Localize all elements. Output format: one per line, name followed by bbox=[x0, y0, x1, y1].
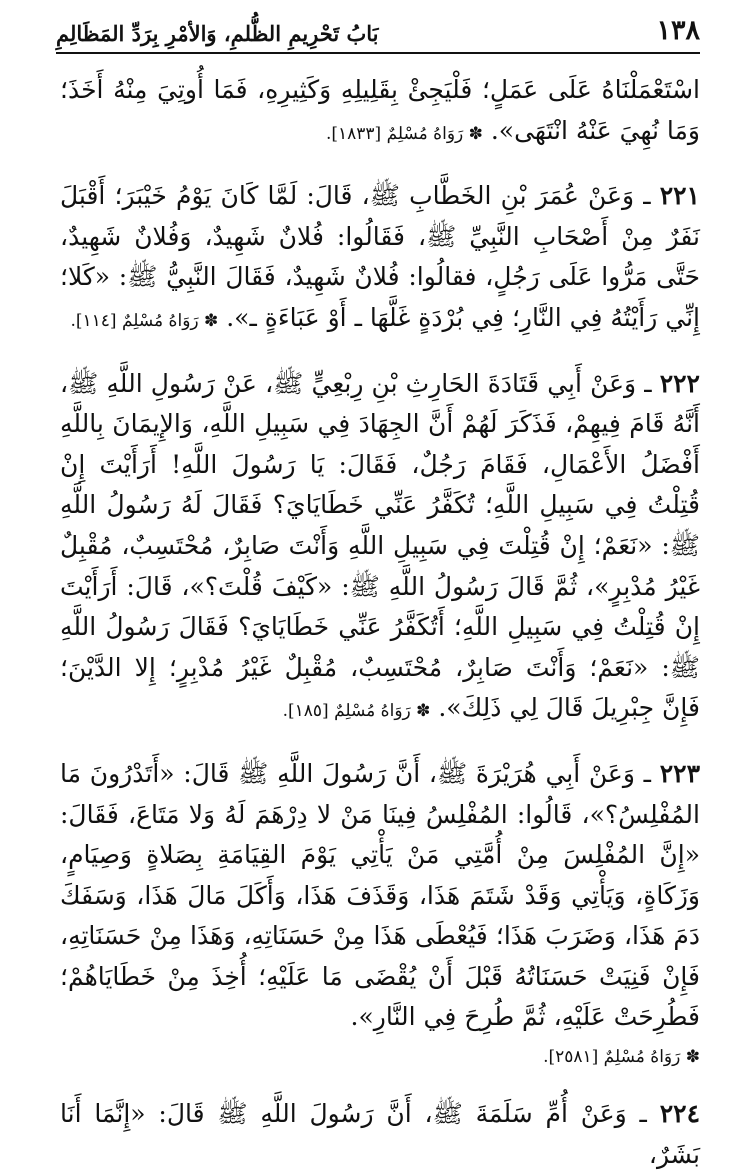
hadith-222 bbox=[60, 364, 700, 732]
hadith-source: ✽ رَوَاهُ مُسْلِمٌ [١٨٥]. bbox=[282, 701, 431, 722]
hadith-source: ✽ رَوَاهُ مُسْلِمٌ [٢٥٨١]. bbox=[543, 1047, 700, 1068]
page-content bbox=[60, 70, 700, 1175]
hadith-text: ـ وَعَنْ أَبِي قَتَادَةَ الحَارِثِ بْنِ رِبْعِيٍّ ﷺ، عَنْ رَسُولِ اللَّهِ ﷺ، أَنَّهُ قَامَ فِيهِمْ، فَذَكَرَ لَهُمْ أَنَّ الجِهَادَ فِي سَبِيلِ اللَّهِ، وَالإِيمَانَ بِاللَّهِ أَفْضَلُ الأَعْمَالِ، فَقَامَ رَجُلٌ، فَقَالَ: يَا رَسُولَ اللَّهِ! أَرَأَيْتَ إِنْ قُتِلْتُ فِي سَبِيلِ اللَّهِ؛ تُكَفَّرُ عَنِّي خَطَايَايَ؟ فَقَالَ لَهُ رَسُولُ اللَّهِ ﷺ: «نَعَمْ؛ إِنْ قُتِلْتَ فِي سَبِيلِ اللَّهِ وَأَنْتَ صَابِرٌ، مُحْتَسِبٌ، مُقْبِلٌ غَيْرُ مُدْبِرٍ»، ثُمَّ قَالَ رَسُولُ اللَّهِ ﷺ: «كَيْفَ قُلْتَ؟»، قَالَ: أَرَأَيْتَ إِنْ قُتِلْتُ فِي سَبِيلِ اللَّهِ؛ أَتُكَفَّرُ عَنِّي خَطَايَايَ؟ فَقَالَ رَسُولُ اللَّهِ ﷺ: «نَعَمْ؛ وَأَنْتَ صَابِرٌ، مُحْتَسِبٌ، مُقْبِلٌ غَيْرُ مُدْبِرٍ؛ إِلا الدَّيْنَ؛ فَإِنَّ جِبْرِيلَ قَالَ لِي ذَلِكَ». bbox=[60, 368, 700, 723]
hadith-221 bbox=[60, 176, 700, 341]
hadith-number: ٢٢١ bbox=[659, 181, 700, 211]
page-number: ١٣٨ bbox=[656, 15, 700, 46]
hadith-text: ـ وَعَنْ أُمِّ سَلَمَةَ ﷺ، أَنَّ رَسُولَ اللَّهِ ﷺ قَالَ: «إِنَّمَا أَنَا بَشَرٌ، bbox=[60, 1099, 700, 1169]
hadith-source: ✽ رَوَاهُ مُسْلِمٌ [١٨٣٣]. bbox=[325, 123, 483, 144]
hadith-number: ٢٢٤ bbox=[659, 1099, 701, 1129]
hadith-text: اسْتَعْمَلْنَاهُ عَلَى عَمَلٍ؛ فَلْيَجِئْ بِقَلِيلِهِ وَكَثِيرِهِ، فَمَا أُوتِيَ مِنْهُ أَخَذَ؛ وَمَا نُهِيَ عَنْهُ انْتَهَى». bbox=[60, 75, 700, 145]
hadith-223 bbox=[60, 754, 700, 1038]
hadith-text: ـ وَعَنْ أَبِي هُرَيْرَةَ ﷺ، أَنَّ رَسُولَ اللَّهِ ﷺ قَالَ: «أَتَدْرُونَ مَا المُفْلِسُ؟»، قَالُوا: المُفْلِسُ فِينَا مَنْ لا دِرْهَمَ لَهُ وَلا مَتَاعَ، فَقَالَ: «إِنَّ المُفْلِسَ مِنْ أُمَّتِي مَنْ يَأْتِي يَوْمَ القِيَامَةِ بِصَلاةٍ وَصِيَامٍ، وَزَكَاةٍ، وَيَأْتِي وَقَدْ شَتَمَ هَذَا، وَقَذَفَ هَذَا، وَأَكَلَ مَالَ هَذَا، وَسَفَكَ دَمَ هَذَا، وَضَرَبَ هَذَا؛ فَيُعْطَى هَذَا مِنْ حَسَنَاتِهِ، وَهَذَا مِنْ حَسَنَاتِهِ، فَإِنْ فَنِيَتْ حَسَنَاتُهُ قَبْلَ أَنْ يُقْضَى مَا عَلَيْهِ؛ أُخِذَ مِنْ خَطَايَاهُمْ؛ فَطُرِحَتْ عَلَيْهِ، ثُمَّ طُرِحَ فِي النَّارِ». bbox=[60, 758, 700, 1032]
hadith-number: ٢٢٣ bbox=[659, 758, 701, 788]
chapter-title: بَابُ تَحْرِيمِ الظُّلمِ، وَالأمْرِ بِرَدِّ المَظَالِمِ bbox=[56, 21, 379, 46]
hadith-continuation bbox=[60, 70, 700, 154]
hadith-source: ✽ رَوَاهُ مُسْلِمٌ [١١٤]. bbox=[70, 310, 219, 331]
hadith-number: ٢٢٢ bbox=[659, 368, 700, 398]
page-header bbox=[56, 16, 700, 54]
hadith-224 bbox=[60, 1094, 700, 1175]
hadith-text: ـ وَعَنْ عُمَرَ بْنِ الخَطَّابِ ﷺ، قَالَ: لَمَّا كَانَ يَوْمُ خَيْبَرَ؛ أَقْبَلَ نَفَرٌ مِنْ أَصْحَابِ النَّبِيِّ ﷺ، فَقَالُوا: فُلانٌ شَهِيدٌ، وَفُلانٌ شَهِيدٌ، حَتَّى مَرُّوا عَلَى رَجُلٍ، فقالُوا: فُلانٌ شَهِيدٌ، فَقَالَ النَّبِيُّ ﷺ: «كَلا؛ إِنِّي رَأَيْتُهُ فِي النَّارِ؛ فِي بُرْدَةٍ غَلَّهَا ـ أَوْ عَبَاءَةٍ ـ». bbox=[60, 181, 700, 332]
